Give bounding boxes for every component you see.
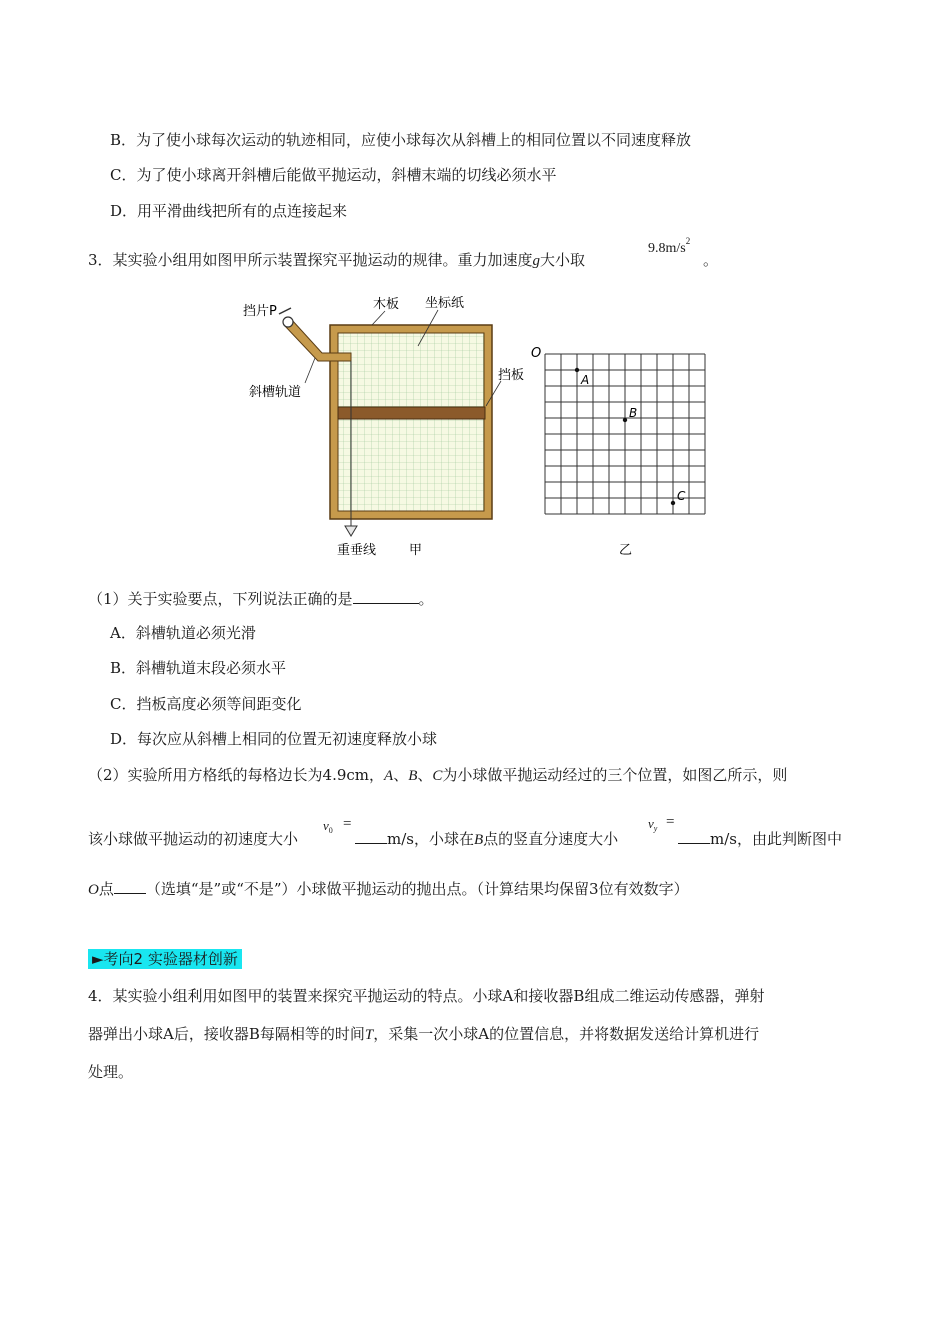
label-c: C: [677, 489, 686, 503]
option-b-prev: B．为了使小球每次运动的轨迹相同，应使小球每次从斜槽上的相同位置以不同速度释放: [110, 131, 692, 149]
g-value: $9.8m/s^2$: [648, 236, 691, 256]
label-o: O: [531, 346, 542, 361]
point-c: [671, 501, 675, 505]
v0-equals: =: [343, 816, 352, 832]
question-3-end: 。: [703, 251, 719, 269]
label-coordinate-paper: 坐标纸: [425, 296, 465, 311]
experiment-figure: [0, 280, 950, 580]
label-a: A: [581, 373, 590, 387]
question-3-2-line1: （2）实验所用方格纸的每格边长为4.9cm，A、B、C为小球做平抛运动经过的三个位置，如图乙所示，则: [88, 766, 788, 784]
vy-symbol: $v_y$: [648, 816, 658, 833]
option-d: D．每次应从斜槽上相同的位置无初速度释放小球: [110, 730, 438, 748]
v0-symbol: $v_0$: [323, 818, 333, 835]
section-banner: ►考向2 实验器材创新: [88, 949, 242, 969]
point-a: [575, 368, 579, 372]
baffle-bar: [338, 407, 485, 419]
option-c-prev: C．为了使小球离开斜槽后能做平抛运动，斜槽末端的切线必须水平: [110, 166, 557, 184]
option-d-prev: D．用平滑曲线把所有的点连接起来: [110, 202, 348, 220]
option-a: A．斜槽轨道必须光滑: [110, 624, 256, 642]
label-slope-track: 斜槽轨道: [249, 385, 302, 400]
question-3-2-line2b: m/s，小球在B点的竖直分速度大小: [355, 829, 618, 850]
option-c: C．挡板高度必须等间距变化: [110, 695, 302, 713]
answer-blank-vy[interactable]: [678, 829, 710, 844]
answer-blank-o[interactable]: [114, 879, 146, 894]
vy-equals: =: [666, 814, 675, 830]
stopper-p: [283, 317, 293, 327]
question-4-line1: 4．某实验小组利用如图甲的装置来探究平抛运动的特点。小球A和接收器B组成二维运动传感器，弹射: [88, 987, 765, 1005]
caption-yi: 乙: [619, 543, 633, 558]
label-baffle: 挡板: [498, 368, 525, 383]
question-3-stem: 3．某实验小组用如图甲所示装置探究平抛运动的规律。重力加速度g大小取: [88, 251, 586, 269]
question-3-2-line2c: m/s，由此判断图中: [678, 829, 842, 849]
label-board: 木板: [373, 297, 400, 312]
var-g: g: [532, 253, 541, 269]
label-stopper-p: 挡片P: [243, 304, 277, 319]
option-b: B．斜槽轨道末段必须水平: [110, 659, 287, 677]
question-4-line3: 处理。: [88, 1063, 134, 1081]
question-3-1-stem: （1）关于实验要点，下列说法正确的是 。: [88, 590, 434, 608]
label-b: B: [629, 406, 638, 420]
answer-blank-1[interactable]: [353, 589, 419, 604]
caption-jia: 甲: [409, 543, 423, 558]
plumb-bob: [345, 526, 357, 536]
point-b: [623, 418, 627, 422]
coordinate-paper: [338, 333, 484, 511]
question-3-2-line3: O点 （选填“是”或“不是”）小球做平抛运动的抛出点。（计算结果均保留3位有效数字）: [88, 880, 689, 898]
question-4-line2: 器弹出小球A后，接收器B每隔相等的时间T，采集一次小球A的位置信息，并将数据发送给计算机进行: [88, 1025, 760, 1043]
question-3-2-line2a: 该小球做平抛运动的初速度大小: [88, 830, 299, 848]
label-plumb-line: 重垂线: [337, 543, 377, 558]
answer-blank-v0[interactable]: [355, 829, 387, 844]
